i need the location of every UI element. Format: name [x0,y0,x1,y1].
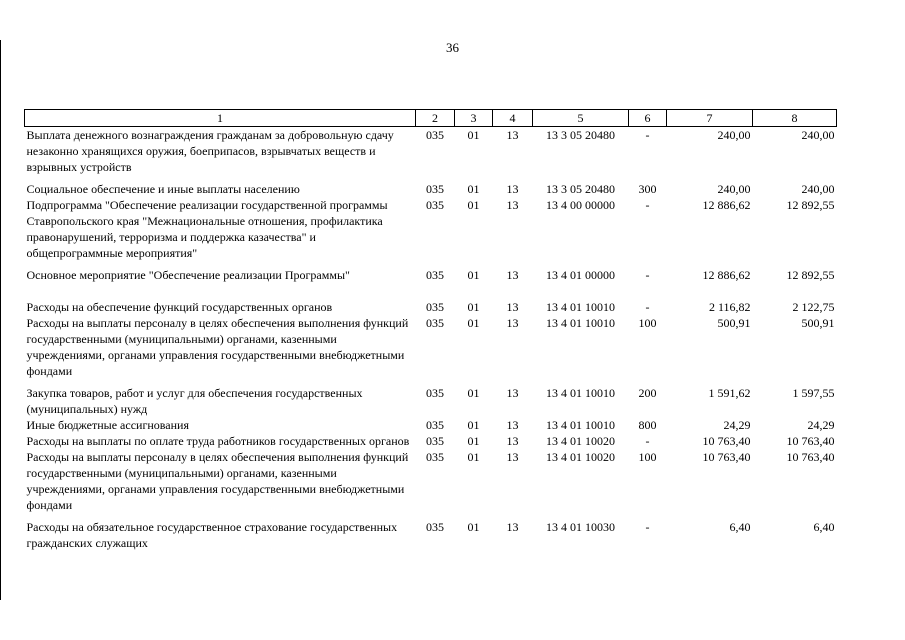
row-code-expense-type: 100 [638,316,657,330]
row-code-subsection: 13 [506,316,519,330]
row-amount-year2: 6,40 [813,520,835,534]
row-amount-year2: 12 892,55 [786,198,835,212]
table-row [25,315,837,379]
row-code-ministry: 035 [426,198,444,212]
header-col-2: 2 [416,110,455,127]
row-code-section: 01 [467,128,480,142]
row-code-section: 01 [467,316,480,330]
row-code-expense-type: - [645,520,650,534]
row-spacer [25,283,837,299]
row-amount-year1: 1 591,62 [708,386,751,400]
row-code-section: 01 [467,520,480,534]
row-code-subsection: 13 [506,198,519,212]
row-code-section: 01 [467,198,480,212]
table-row [25,417,837,433]
table-row [25,449,837,513]
row-amount-year1: 24,29 [723,418,751,432]
row-code-section: 01 [467,182,480,196]
row-name: Иные бюджетные ассигнования [26,418,189,432]
row-name: Расходы на выплаты персоналу в целях обеспечения выполнения функций государственными (муниципальными) органами, казенными учреждениями, органами управления государственными внебюджетными фондами [26,316,409,378]
row-amount-year2: 240,00 [801,128,835,142]
row-code-expense-type: - [645,268,650,282]
row-amount-year1: 12 886,62 [702,198,751,212]
row-code-expense-type: 800 [638,418,657,432]
header-col-7: 7 [667,110,753,127]
header-col-6: 6 [629,110,667,127]
row-code-ministry: 035 [426,450,444,464]
row-code-section: 01 [467,386,480,400]
header-col-1: 1 [25,110,416,127]
row-amount-year2: 10 763,40 [786,450,835,464]
row-code-ministry: 035 [426,418,444,432]
row-code-subsection: 13 [506,268,519,282]
row-code-section: 01 [467,434,480,448]
row-name: Расходы на обязательное государственное страхование государственных гражданских служащих [26,520,398,550]
row-code-ministry: 035 [426,268,444,282]
row-amount-year2: 1 597,55 [792,386,835,400]
row-code-target: 13 4 01 10020 [546,450,615,464]
row-code-expense-type: - [645,300,650,314]
budget-table [24,109,837,551]
header-col-5: 5 [533,110,629,127]
row-code-subsection: 13 [506,300,519,314]
row-code-expense-type: 300 [638,182,657,196]
row-amount-year1: 10 763,40 [702,434,751,448]
row-code-target: 13 4 01 00000 [546,268,615,282]
row-code-section: 01 [467,268,480,282]
left-margin-line [0,40,1,600]
row-code-expense-type: - [645,128,650,142]
row-amount-year1: 6,40 [729,520,751,534]
row-code-ministry: 035 [426,520,444,534]
row-code-subsection: 13 [506,450,519,464]
row-amount-year1: 12 886,62 [702,268,751,282]
row-amount-year2: 500,91 [801,316,835,330]
table-row [25,299,837,315]
row-code-ministry: 035 [426,316,444,330]
row-code-target: 13 4 01 10010 [546,418,615,432]
row-code-expense-type: 100 [638,450,657,464]
row-amount-year1: 240,00 [717,182,751,196]
table-row [25,519,837,551]
row-name: Закупка товаров, работ и услуг для обеспечения государственных (муниципальных) нужд [26,386,363,416]
row-code-subsection: 13 [506,434,519,448]
row-code-target: 13 4 01 10010 [546,300,615,314]
header-col-4: 4 [493,110,533,127]
row-code-subsection: 13 [506,128,519,142]
header-col-3: 3 [455,110,493,127]
row-code-section: 01 [467,450,480,464]
row-name: Подпрограмма "Обеспечение реализации государственной программы Ставропольского края "Межнациональные отношения, профилактика правонарушений, терроризма и поддержка казачества" и общепрограммные мероприятия" [26,198,388,260]
row-name: Основное мероприятие "Обеспечение реализации Программы" [26,268,350,282]
row-code-section: 01 [467,300,480,314]
row-code-expense-type: 200 [638,386,657,400]
row-amount-year1: 500,91 [717,316,751,330]
row-code-target: 13 4 01 10010 [546,386,615,400]
row-code-subsection: 13 [506,418,519,432]
row-code-target: 13 4 01 10020 [546,434,615,448]
row-code-ministry: 035 [426,386,444,400]
row-name: Расходы на обеспечение функций государственных органов [26,300,333,314]
table-row [25,197,837,261]
row-code-section: 01 [467,418,480,432]
row-amount-year1: 10 763,40 [702,450,751,464]
row-amount-year2: 24,29 [807,418,835,432]
row-code-target: 13 4 00 00000 [546,198,615,212]
row-code-ministry: 035 [426,128,444,142]
row-code-expense-type: - [645,198,650,212]
row-code-subsection: 13 [506,520,519,534]
row-code-ministry: 035 [426,300,444,314]
row-code-ministry: 035 [426,182,444,196]
row-name: Социальное обеспечение и иные выплаты населению [26,182,300,196]
row-code-target: 13 4 01 10030 [546,520,615,534]
row-name: Расходы на выплаты персоналу в целях обеспечения выполнения функций государственными (муниципальными) органами, казенными учреждениями, органами управления государственными внебюджетными фондами [26,450,409,512]
table-row [25,385,837,417]
header-col-8: 8 [753,110,837,127]
row-code-ministry: 035 [426,434,444,448]
table-row [25,181,837,197]
row-code-target: 13 3 05 20480 [546,182,615,196]
header-row [25,110,837,127]
row-code-expense-type: - [645,434,650,448]
table-row [25,127,837,176]
row-amount-year2: 2 122,75 [792,300,835,314]
row-amount-year2: 12 892,55 [786,268,835,282]
row-code-target: 13 3 05 20480 [546,128,615,142]
row-amount-year1: 240,00 [717,128,751,142]
row-amount-year2: 240,00 [801,182,835,196]
row-code-subsection: 13 [506,182,519,196]
row-amount-year2: 10 763,40 [786,434,835,448]
row-name: Выплата денежного вознаграждения гражданам за добровольную сдачу незаконно хранящихся оружия, боеприпасов, взрывчатых веществ и взрывных устройств [26,128,394,174]
table-row [25,267,837,283]
row-code-target: 13 4 01 10010 [546,316,615,330]
page-number: 36 [446,40,459,55]
row-name: Расходы на выплаты по оплате труда работников государственных органов [26,434,410,448]
table-row [25,433,837,449]
row-code-subsection: 13 [506,386,519,400]
row-amount-year1: 2 116,82 [708,300,751,314]
